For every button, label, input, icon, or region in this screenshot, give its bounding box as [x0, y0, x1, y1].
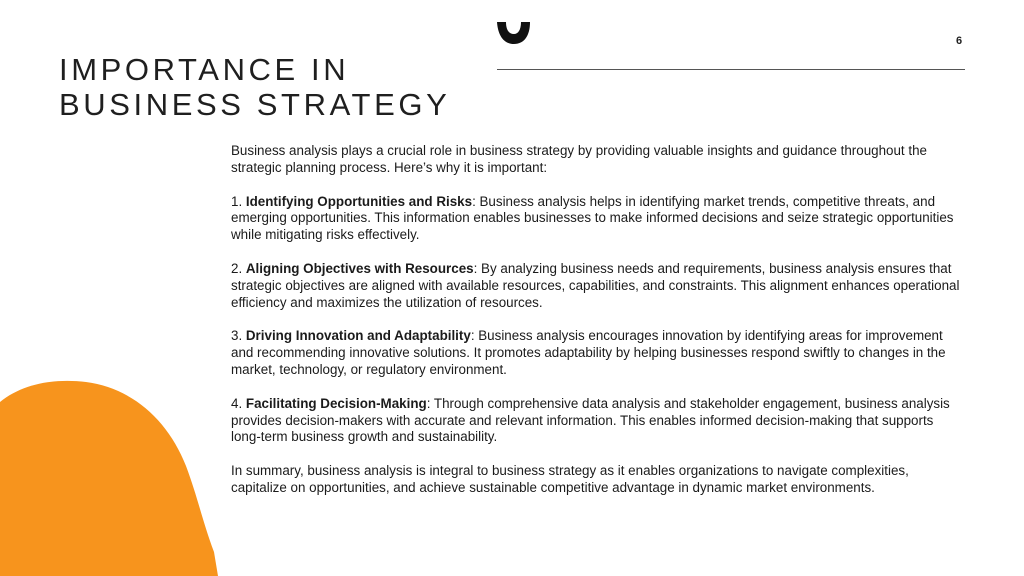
title-divider-line	[497, 69, 965, 70]
top-dark-arc-shape	[497, 22, 530, 44]
slide-title-line-1: IMPORTANCE IN	[59, 52, 350, 87]
point-text: : Through comprehensive data analysis and stakeholder engagement, business analysis provides decision-makers with accurate and relevant information. This enables informed decision-making that supports long-term business growth and sustainability.	[231, 395, 950, 445]
orange-blob-shape	[0, 381, 218, 576]
point-heading: Aligning Objectives with Resources	[245, 260, 474, 276]
point-number: 1.	[231, 193, 246, 209]
point-paragraph-2	[231, 261, 966, 311]
point-heading: Driving Innovation and Adaptability	[245, 328, 471, 344]
point-text: : Business analysis helps in identifying market trends, competitive threats, and emerging opportunities. This information enables businesses to make informed decisions and seize strategic opportunities while mitigating risks effectively.	[231, 193, 954, 243]
point-heading: Identifying Opportunities and Risks	[245, 193, 473, 209]
point-paragraph-4	[231, 396, 966, 446]
intro-paragraph: Business analysis plays a crucial role in business strategy by providing valuable insights and guidance throughout the strategic planning process. Here’s why it is important:	[231, 143, 927, 175]
point-number: 3.	[231, 328, 246, 344]
body-text	[231, 143, 966, 514]
slide-title-line-2: BUSINESS STRATEGY	[59, 87, 451, 122]
point-text: : Business analysis encourages innovation by identifying areas for improvement and recommending innovative solutions. It promotes adaptability by helping businesses respond swiftly to changes in the market, technology, or regulatory environment.	[231, 328, 946, 377]
point-number: 2.	[231, 260, 246, 276]
page-number: 6	[956, 35, 963, 47]
point-paragraph-3	[231, 328, 966, 378]
point-paragraph-1	[231, 194, 966, 244]
point-number: 4.	[231, 395, 246, 411]
slide-title	[59, 52, 450, 122]
point-heading: Facilitating Decision-Making	[245, 395, 427, 411]
point-text: : By analyzing business needs and requirements, business analysis ensures that strategic objectives are aligned with available resources, capabilities, and constraints. This alignment enhances operational efficiency and maximizes the utilization of resources.	[231, 260, 960, 310]
summary-paragraph: In summary, business analysis is integral to business strategy as it enables organizations to navigate complexities, capitalize on opportunities, and achieve sustainable competitive advantage in dynamic market environments.	[231, 463, 909, 495]
